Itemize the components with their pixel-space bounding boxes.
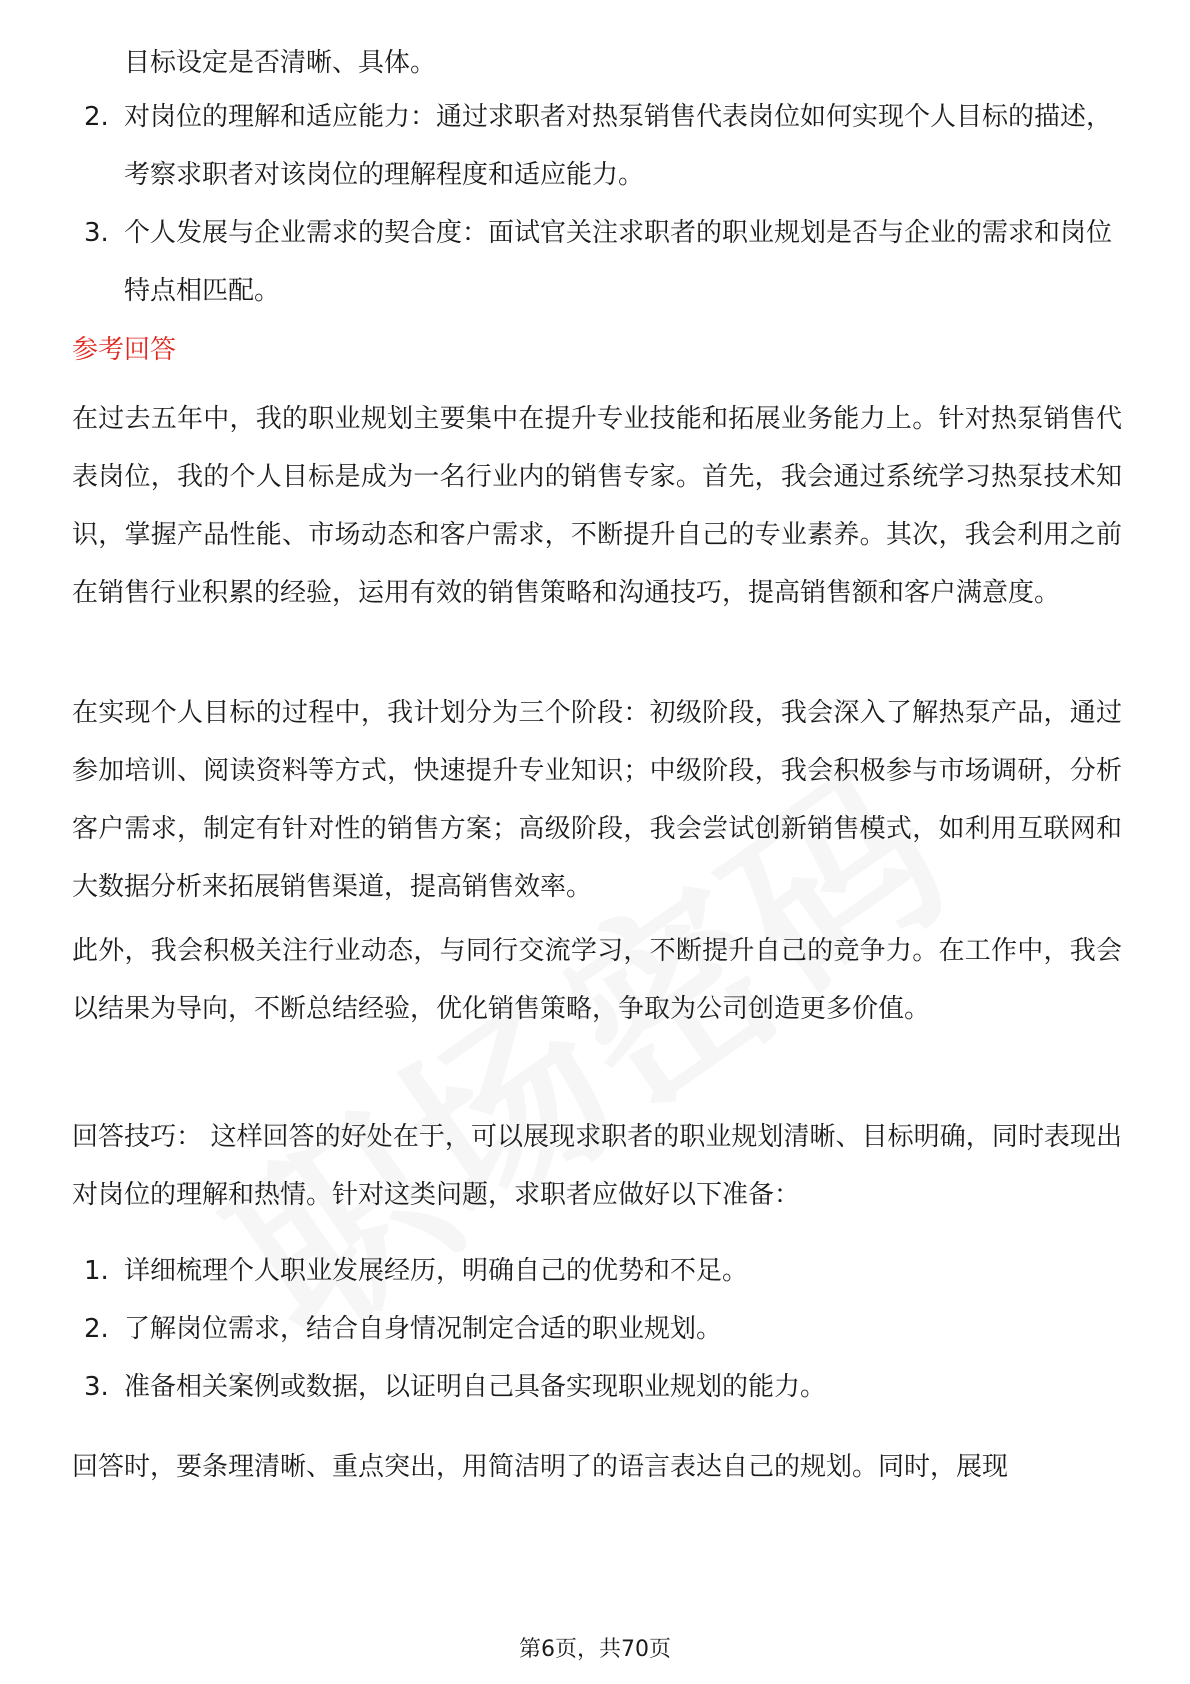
- list-item: [72, 1358, 1122, 1416]
- list-item: [72, 204, 1122, 320]
- list-item-text: 对岗位的理解和适应能力：通过求职者对热泵销售代表岗位如何实现个人目标的描述，考察求职者对该岗位的理解程度和适应能力。: [124, 102, 1113, 190]
- list-number: 1.: [84, 1256, 109, 1286]
- list-number: 3.: [84, 218, 109, 248]
- paragraph: 此外，我会积极关注行业动态，与同行交流学习，不断提升自己的竞争力。在工作中，我会以结果为导向，不断总结经验，优化销售策略，争取为公司创造更多价值。: [72, 936, 1122, 1024]
- list-item: [72, 1300, 1122, 1358]
- list-item-text: 准备相关案例或数据，以证明自己具备实现职业规划的能力。: [124, 1372, 827, 1402]
- list-item-text: 个人发展与企业需求的契合度：面试官关注求职者的职业规划是否与企业的需求和岗位特点相匹配。: [124, 218, 1113, 306]
- list-number: 2.: [84, 102, 109, 132]
- evaluation-list: [72, 88, 1122, 320]
- paragraph: 回答时，要条理清晰、重点突出，用简洁明了的语言表达自己的规划。同时，展现: [72, 1452, 1009, 1482]
- paragraph: 在过去五年中，我的职业规划主要集中在提升专业技能和拓展业务能力上。针对热泵销售代表岗位，我的个人目标是成为一名行业内的销售专家。首先，我会通过系统学习热泵技术知识，掌握产品性能、市场动态和客户需求，不断提升自己的专业素养。其次，我会利用之前在销售行业积累的经验，运用有效的销售策略和沟通技巧，提高销售额和客户满意度。: [72, 404, 1122, 608]
- tips-list: [72, 1242, 1122, 1416]
- list-item-continuation: 目标设定是否清晰、具体。: [124, 48, 437, 78]
- paragraph: 回答技巧： 这样回答的好处在于，可以展现求职者的职业规划清晰、目标明确，同时表现出对岗位的理解和热情。针对这类问题，求职者应做好以下准备：: [72, 1122, 1122, 1210]
- list-item: [72, 1242, 1122, 1300]
- list-item-text: 详细梳理个人职业发展经历，明确自己的优势和不足。: [124, 1256, 749, 1286]
- list-number: 2.: [84, 1314, 109, 1344]
- list-number: 3.: [84, 1372, 109, 1402]
- list-item: [72, 88, 1122, 204]
- section-heading: 参考回答: [72, 335, 177, 365]
- page-footer: 第6页，共70页: [519, 1637, 671, 1662]
- paragraph: 在实现个人目标的过程中，我计划分为三个阶段：初级阶段，我会深入了解热泵产品，通过参加培训、阅读资料等方式，快速提升专业知识；中级阶段，我会积极参与市场调研，分析客户需求，制定有针对性的销售方案；高级阶段，我会尝试创新销售模式，如利用互联网和大数据分析来拓展销售渠道，提高销售效率。: [72, 698, 1122, 902]
- list-item-text: 了解岗位需求，结合自身情况制定合适的职业规划。: [124, 1314, 723, 1344]
